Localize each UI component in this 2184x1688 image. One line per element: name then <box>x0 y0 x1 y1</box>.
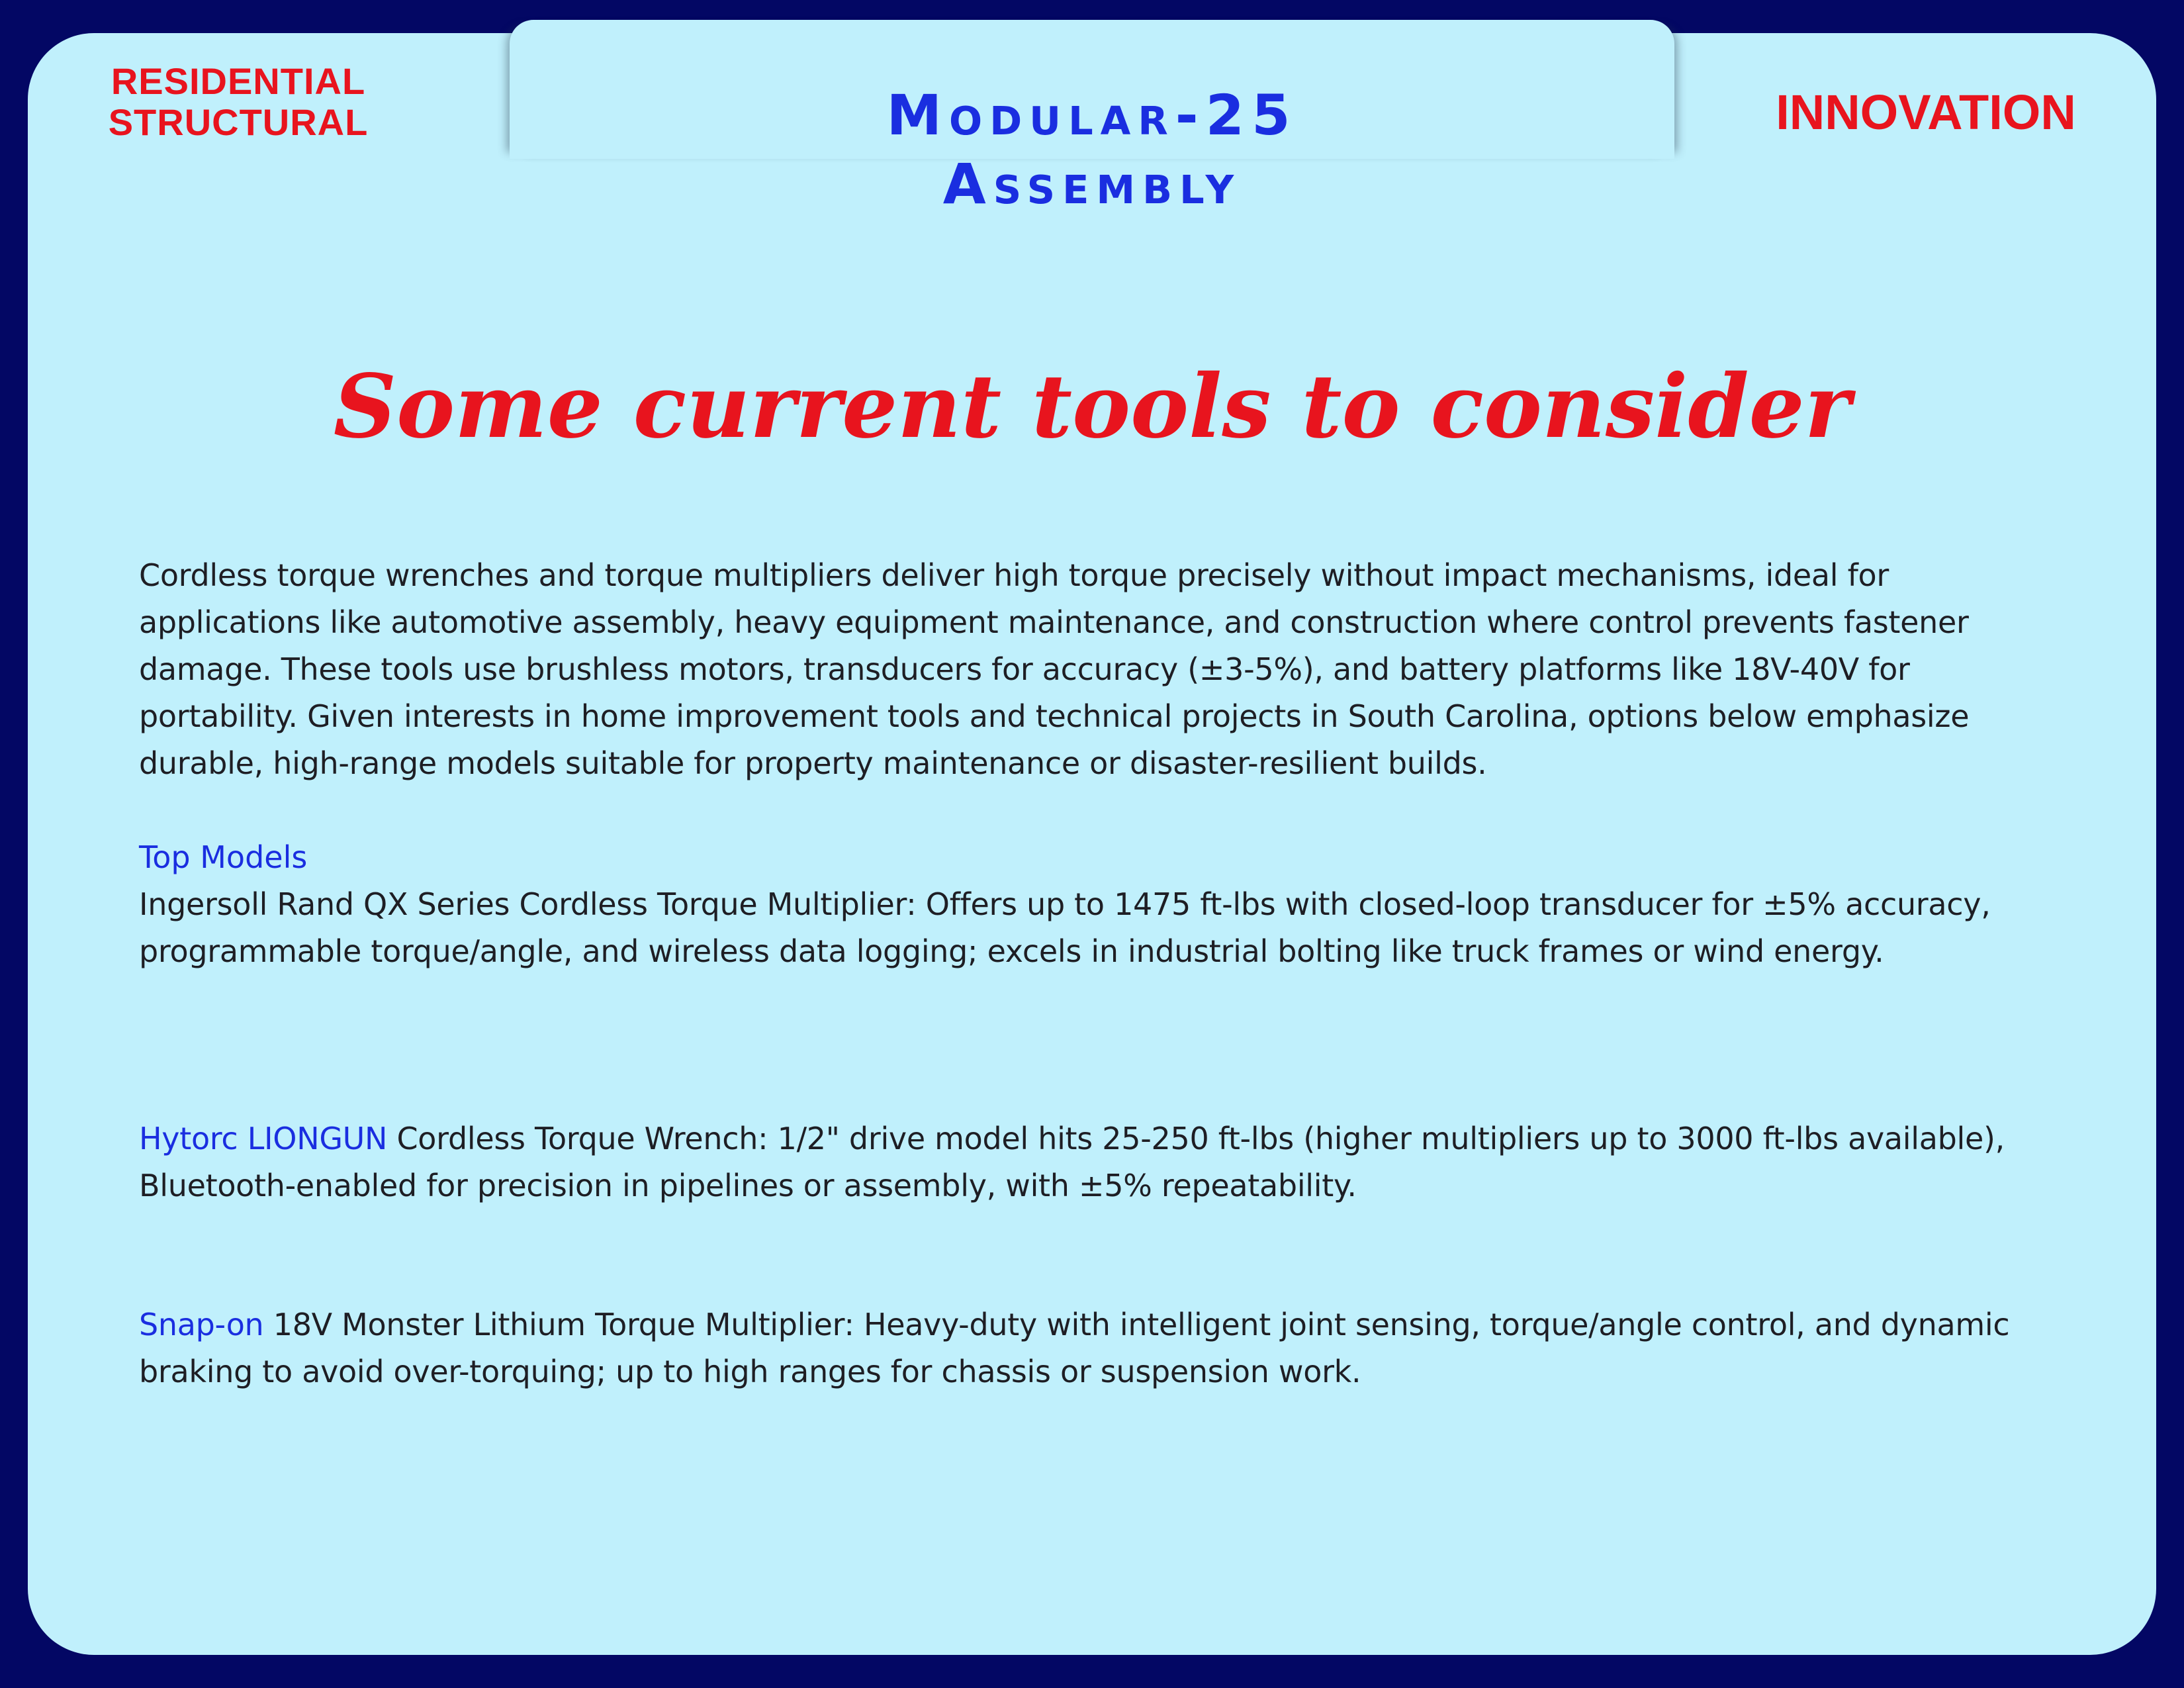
slide-headline: Some current tools to consider <box>333 355 1851 458</box>
model-2-brand-suffix: GUN <box>319 1121 388 1156</box>
title-line-2: Assembly <box>942 152 1242 216</box>
category-line-2: STRUCTURAL <box>108 101 369 143</box>
top-models-heading: Top Models <box>139 839 308 875</box>
model-1-text: Ingersoll Rand QX Series Cordless Torque Multiplier: Offers up to 1475 ft-lbs with closed-loop transducer for ±5% accuracy, programmable torque/angle, and wireless data logging; excels in industrial bolting like truck frames or wind energy. <box>139 886 1991 969</box>
model-2-brand: Hytorc LION <box>139 1121 320 1156</box>
category-label <box>73 61 404 143</box>
category-line-1: RESIDENTIAL <box>111 60 366 102</box>
model-3-brand: Snap-on <box>139 1307 264 1342</box>
intro-paragraph: Cordless torque wrenches and torque multipliers deliver high torque precisely without impact mechanisms, ideal for applications like automotive assembly, heavy equipment maintenance, and construction where control prevents fastener damage. These tools use brushless motors, transducers for accuracy (±3-5%), and battery platforms like 18V-40V for portability. Given interests in home improvement tools and technical projects in South Carolina, options below emphasize durable, high-range models suitable for property maintenance or disaster-resilient builds. <box>139 557 1970 781</box>
content-panel <box>28 33 2156 1655</box>
page-title <box>510 81 1674 218</box>
model-2-text: Cordless Torque Wrench: 1/2" drive model hits 25-250 ft-lbs (higher multipliers up to 3000 ft-lbs available), Bluetooth-enabled for precision in pipelines or assembly, with ±5% repeatability. <box>139 1121 2005 1203</box>
title-line-1: Modular-25 <box>886 83 1298 148</box>
innovation-label: INNOVATION <box>1776 85 2076 140</box>
model-3-text: 18V Monster Lithium Torque Multiplier: Heavy-duty with intelligent joint sensing, torque/angle control, and dynamic braking to avoid over-torquing; up to high ranges for chassis or suspension work. <box>139 1307 2010 1389</box>
model-ingersoll-rand <box>139 881 2058 975</box>
model-snap-on <box>139 1301 2058 1395</box>
model-hytorc <box>139 1115 2058 1209</box>
